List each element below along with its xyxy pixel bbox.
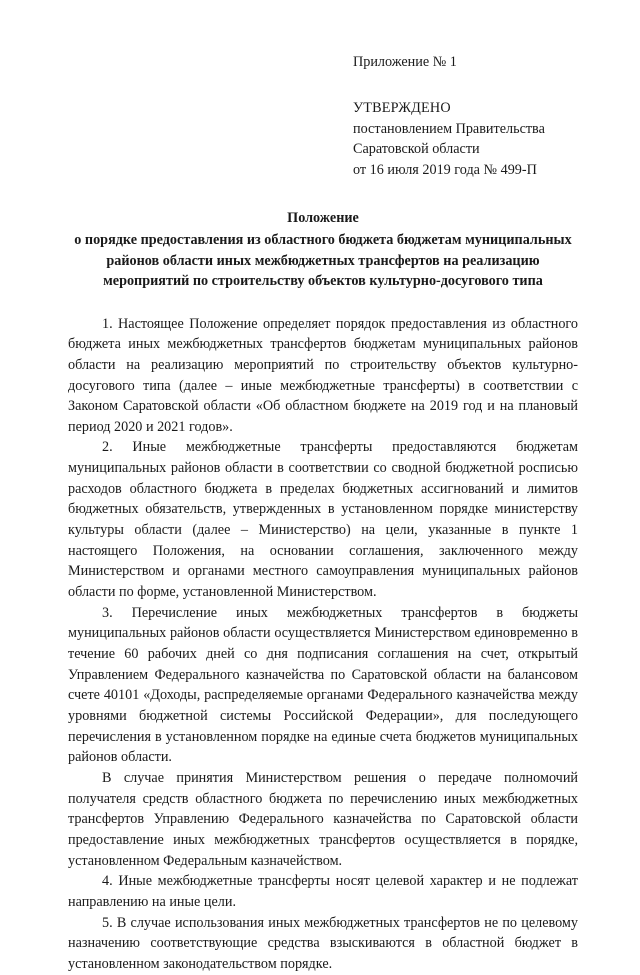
paragraph-6: 5. В случае использования иных межбюджетных трансфертов не по целевому назначению соответствующие средства взыскиваются в областной бюджет в установленном законодательством порядке. bbox=[68, 914, 578, 972]
paragraph-1: 1. Настоящее Положение определяет порядок предоставления из областного бюджета иных межбюджетных трансфертов бюджетам муниципальных районов области на реализацию мероприятий по строительству объектов культурно-досугового типа (далее – иные межбюджетные трансферты) в соответствии с Законом Саратовской области «Об областном бюджете на 2019 год и на плановый период 2020 и 2021 годов». bbox=[68, 315, 578, 435]
document-subtitle: о порядке предоставления из областного бюджета бюджетам муниципальных районов области иных межбюджетных трансфертов на реализацию мероприятий по строительству объектов культурно-досугового типа bbox=[74, 232, 572, 290]
approved-line-2: Саратовской области bbox=[353, 141, 480, 158]
document-title bbox=[68, 208, 578, 228]
paragraph-3: 3. Перечисление иных межбюджетных трансфертов в бюджеты муниципальных районов области осуществляется Министерством единовременно в течение 60 рабочих дней со дня подписания соглашения на счет, открытый Управлением Федерального казначейства по Саратовской области на балансовом счете 40101 «Доходы, распределяемые органами Федерального казначейства между уровнями бюджетной системы Российской Федерации», для последующего перечисления в установленном порядке на единые счета бюджетов муниципальных районов области. bbox=[68, 604, 578, 766]
appendix-header bbox=[353, 52, 578, 180]
document-body bbox=[68, 314, 578, 975]
appendix-number: Приложение № 1 bbox=[353, 54, 457, 70]
paragraph-4: В случае принятия Министерством решения о передаче полномочий получателя средств областного бюджета по перечислению иных межбюджетных трансфертов Управлению Федерального казначейства по Саратовской области предоставление иных межбюджетных трансфертов осуществляется в порядке, установленном Федеральным казначейством. bbox=[68, 769, 578, 869]
approved-line-1: постановлением Правительства bbox=[353, 121, 545, 138]
paragraph-5: 4. Иные межбюджетные трансферты носят целевой характер и не подлежат направлению на иные цели. bbox=[68, 873, 578, 910]
document-title-text: Положение bbox=[287, 209, 359, 226]
approved-title: УТВЕРЖДЕНО bbox=[353, 100, 451, 117]
approved-line-3: от 16 июля 2019 года № 499-П bbox=[353, 161, 537, 178]
paragraph-2: 2. Иные межбюджетные трансферты предоставляются бюджетам муниципальных районов области в соответствии со сводной бюджетной росписью расходов областного бюджета в пределах бюджетных ассигнований и лимитов бюджетных обязательств, утвержденных в установленном порядке министерству культуры области (далее – Министерство) на цели, указанные в пункте 1 настоящего Положения, на основании соглашения, заключенного между Министерством и органами местного самоуправления муниципальных районов области по форме, установленной Министерством. bbox=[68, 439, 578, 601]
